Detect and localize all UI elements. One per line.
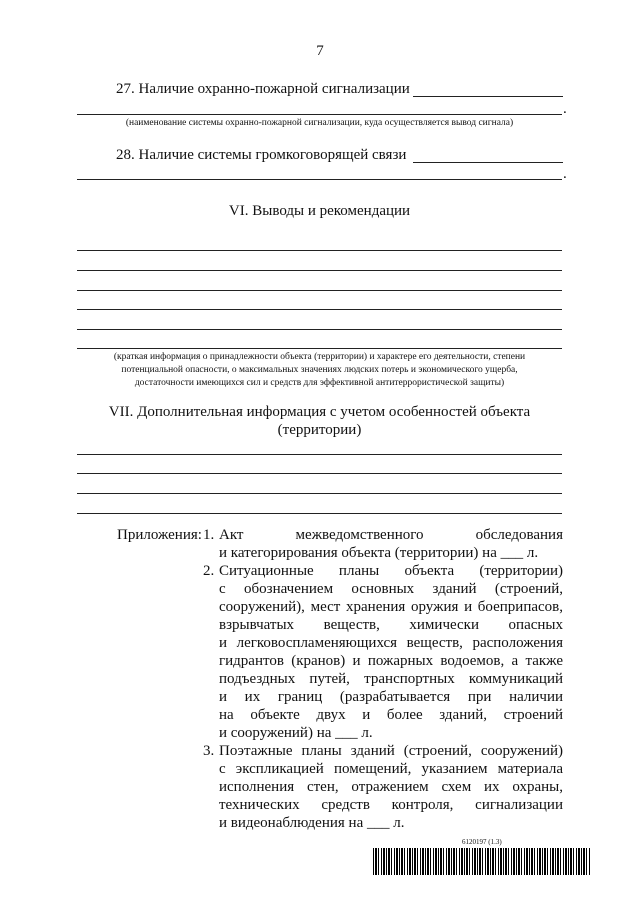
appendix-item-1-line: Акт межведомственного обследования: [219, 527, 563, 543]
section-6-title: VI. Выводы и рекомендации: [228, 203, 411, 219]
item-28-label: 28. Наличие системы громкоговорящей связи: [116, 147, 407, 163]
appendix-item-2-line: Ситуационные планы объекта (территории): [219, 563, 563, 579]
section-7-line-1[interactable]: [77, 454, 562, 455]
item-27-blank[interactable]: [413, 96, 563, 97]
section-7-line-2[interactable]: [77, 473, 562, 474]
item-27-blank-line[interactable]: [77, 114, 562, 115]
section-6-caption-3: достаточности имеющихся сил и средств для эффективной антитеррористической защиты): [134, 378, 505, 388]
item-27-label: 27. Наличие охранно-пожарной сигнализации: [116, 81, 410, 97]
document-code: 6120197 (1.3): [462, 838, 502, 846]
section-6-line-4[interactable]: [77, 309, 562, 310]
page-number: 7: [316, 43, 324, 59]
appendix-item-2-line: гидрантов (кранов) и пожарных водоемов, а также: [219, 653, 563, 669]
section-6-line-6[interactable]: [77, 348, 562, 349]
appendix-item-2-line: подъездных путей, транспортных коммуникаций: [219, 671, 563, 687]
section-7-title-1: VII. Дополнительная информация с учетом особенностей объекта: [108, 404, 531, 420]
item-28-end-mark: .: [563, 166, 567, 182]
item-27-end-mark: .: [563, 101, 567, 117]
section-7-line-3[interactable]: [77, 493, 562, 494]
appendix-item-2-number: 2.: [203, 563, 215, 579]
appendix-item-3-line: технических средств контроля, сигнализации: [219, 797, 563, 813]
barcode: [373, 848, 590, 875]
appendix-item-1-line: и категорирования объекта (территории) на ___ л.: [219, 545, 539, 561]
appendix-item-3-line: с экспликацией помещений, указанием материала: [219, 761, 563, 777]
section-6-line-3[interactable]: [77, 290, 562, 291]
section-7-line-4[interactable]: [77, 513, 562, 514]
appendix-item-2-line: и их границ (разрабатывается при наличии: [219, 689, 563, 705]
appendix-item-3-number: 3.: [203, 743, 215, 759]
appendix-item-3-line: исполнения стен, отражением схем их охраны,: [219, 779, 563, 795]
appendix-item-2-line: с обозначением основных зданий (строений,: [219, 581, 563, 597]
section-6-caption-1: (краткая информация о принадлежности объекта (территории) и характере его деятельности, степени: [113, 352, 526, 362]
appendix-item-2-line: и легковоспламеняющихся веществ, расположения: [219, 635, 563, 651]
appendix-item-2-line: на объекте двух и более зданий, строений: [219, 707, 563, 723]
section-7-title-2: (территории): [277, 422, 362, 438]
item-27-caption: (наименование системы охранно-пожарной сигнализации, куда осуществляется вывод сигнала): [125, 118, 514, 128]
section-6-caption-2: потенциальной опасности, о максимальных значениях людских потерь и экономического ущерба,: [121, 365, 518, 375]
item-28-blank-line[interactable]: [77, 179, 562, 180]
appendix-label: Приложения:: [117, 527, 202, 543]
appendix-item-3-line: Поэтажные планы зданий (строений, сооружений): [219, 743, 563, 759]
section-6-line-2[interactable]: [77, 270, 562, 271]
appendix-item-1-number: 1.: [203, 527, 215, 543]
appendix-item-3-line: и видеонаблюдения на ___ л.: [219, 815, 405, 831]
section-6-line-5[interactable]: [77, 329, 562, 330]
appendix-item-2-line: сооружений), мест хранения оружия и боеприпасов,: [219, 599, 563, 615]
item-28-blank[interactable]: [413, 162, 563, 163]
appendix-item-2-line: взрывчатых веществ, химически опасных: [219, 617, 563, 633]
appendix-item-2-line: и сооружений) на ___ л.: [219, 725, 373, 741]
section-6-line-1[interactable]: [77, 250, 562, 251]
